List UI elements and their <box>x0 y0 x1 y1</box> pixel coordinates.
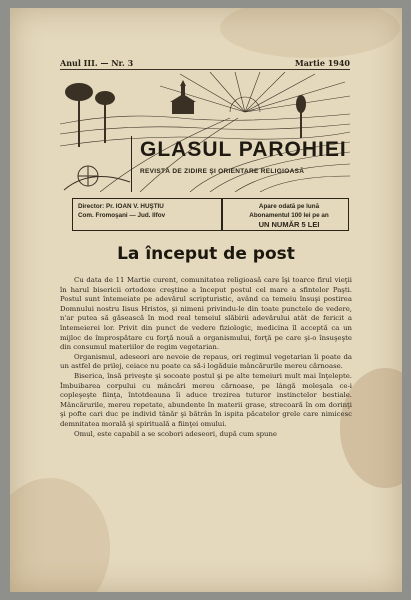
subscription-line: Abonamentul 100 lei pe an <box>249 212 329 219</box>
newspaper-page <box>10 8 402 592</box>
article-paragraph: Cu data de 11 Martie curent, comunitatea religioasă care îşi toarce firul vieţii în harul bisericii ortodoxe creştine a început postul cel mare a sfintelor Paşti. Postul sunt întemeiate pe adevărul scripturistic, având ca temeiu însuşi postirea Domnului nostru Iisus Hristos, şi nimeni privindu-le din toate punctele de vedere, n'ar putea să găsească în mod real temeiul slăbirii adevărului atât de fericit a întemeierei lor. Privit din punct de vedere fiziologic, medicina îl acceptă ca un mijloc de împrospătare cu forţă nouă a organismului, forţă pe care şi-o însuşeşte din consumul materiilor de regim vegetarian. <box>60 276 352 352</box>
paper-stain <box>10 478 110 592</box>
editor-info <box>78 202 213 220</box>
publication-info-box <box>72 198 349 231</box>
header-rule <box>60 69 350 70</box>
masthead-title: GLASUL PAROHIEI <box>140 138 347 161</box>
frequency-line: Apare odată pe lună <box>258 203 320 210</box>
article-body <box>60 276 352 439</box>
article-title: La început de post <box>117 244 295 264</box>
paper-stain <box>220 8 400 58</box>
article-paragraph: Biserica, însă priveşte şi socoate postul şi pe alte temeiuri mult mai înţelepte. Îmbuibarea corpului cu mâncări mereu cărnoase, pe lângă moleşala ce-i copleşeşte fiinţa, întotdeauna îi aduce trezirea tuturor instinctelor bestiale. Mâncărurile, mereu repetate, abundente în materii grase, strecoară în om dorinţi şi pofte cari duc pe individ tânăr şi bătrân în ispita păcatelor grele care nimicesc demnitatea morală şi spirituală a fiinţei omului. <box>60 371 352 428</box>
location-line: Com. Fromoşani — Jud. Ilfov <box>78 212 166 219</box>
issue-date: Martie 1940 <box>294 58 350 68</box>
director-line: Director: Pr. IOAN V. HUŞTIU <box>78 203 164 210</box>
article-paragraph: Organismul, adeseori are nevoie de repaus, ori regimul vegetarian îi poate da un astfel de prilej, ceiace nu poate ca să-i logăduie mâncărurile mereu cărnoase. <box>60 352 352 371</box>
subscription-info <box>233 202 345 229</box>
info-divider <box>221 199 223 230</box>
issue-volume: Anul III. — Nr. 3 <box>60 58 134 68</box>
price-line: UN NUMĂR 5 LEI <box>258 220 320 229</box>
article-paragraph: Omul, este capabil a se scobori adeseori, după cum spune <box>74 429 277 438</box>
masthead-subtitle: REVISTĂ DE ZIDIRE ŞI ORIENTARE RELIGIOASĂ <box>140 168 305 175</box>
